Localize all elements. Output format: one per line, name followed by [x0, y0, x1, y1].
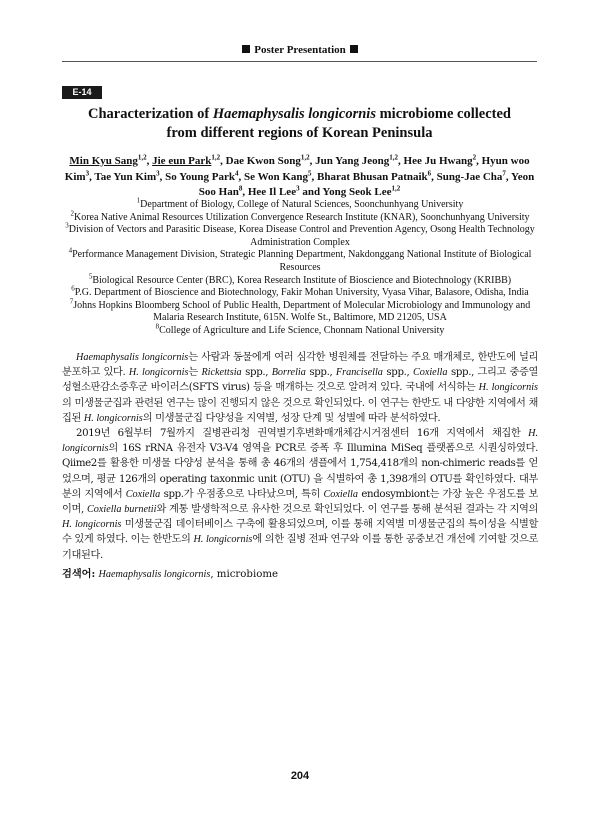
text-segment: 2019년 6월부터 7월까지 질병관리청 권역별기후변화매개체감시거점센터 16개 지역에서 채집한	[76, 428, 529, 440]
author-affiliation-mark: 1,2	[389, 153, 399, 162]
author-affiliation-mark: 4	[235, 168, 239, 177]
text-segment: spp.,	[241, 367, 272, 379]
affiliation-number: 1	[136, 196, 141, 205]
keywords	[62, 567, 538, 582]
affiliation-number: 5	[88, 272, 93, 281]
author-name: Hee Il Lee	[247, 186, 297, 198]
affiliation-text: College of Agriculture and Life Science, Chonnam National University	[159, 324, 445, 336]
affiliation-text: Korea Native Animal Resources Utilization Convergence Research Institute (KNAR), Soonchunhyang University	[73, 211, 530, 223]
author-affiliation-mark: 2	[472, 153, 477, 162]
text-segment: 와 계통 발생학적으로 유사한 것으로 확인되었다. 이 연구를 통해 분석된 결과는 각 지역의	[156, 504, 538, 516]
keywords-text	[95, 569, 278, 580]
affiliation-text: P.G. Department of Bioscience and Biotechnology, Fakir Mohan University, Vyasa Vihar, Balasore, Odisha, India	[74, 287, 529, 299]
affiliation-item	[58, 284, 542, 300]
text-segment: 는 사람과 동물에게 여러 심각한 병원체를 전달하는 주요 매개체로, 한반도에 널리 분포하고 있다.	[62, 352, 538, 379]
paper-title	[62, 105, 537, 143]
square-bullet-icon	[242, 45, 250, 53]
title-text: Characterization of	[87, 106, 213, 122]
author-name: Se Won Kang	[244, 170, 309, 183]
italic-term: Borrelia	[271, 367, 306, 379]
affiliation-number: 7	[69, 297, 74, 306]
author-name: Yong Seok Lee	[322, 186, 392, 198]
italic-term: Haemaphysalis longicornis	[76, 352, 189, 363]
affiliation-number: 4	[68, 247, 73, 256]
author-affiliation-mark: 6	[427, 168, 432, 177]
author-name: Hyun woo Kim	[64, 155, 530, 183]
affiliation-number: 8	[155, 322, 160, 331]
italic-term: Coxiella	[125, 488, 161, 500]
title-text-cont: microbiome collected	[375, 106, 511, 122]
affiliation-item	[58, 221, 542, 249]
italic-term: Coxiella	[323, 488, 358, 500]
italic-term: Haemaphysalis longicornis	[98, 569, 211, 580]
abstract-code-badge: E-14	[62, 86, 102, 99]
text-segment: 에 의한 질병 전파 연구와 이를 통한 공중보건 개선에 기여할 것으로 기대된다.	[62, 534, 538, 561]
italic-term: Rickettsia	[201, 367, 242, 379]
italic-term: H. longicornis	[193, 534, 253, 546]
affiliation-text: Department of Biology, College of Natural Sciences, Soonchunhyang University	[140, 199, 464, 210]
author-affiliation-mark: 3	[85, 168, 90, 177]
italic-term: H. longicornis	[62, 428, 538, 455]
italic-term: Francisella	[335, 367, 383, 379]
text-segment: 의 미생물군집과 관련된 연구는 많이 진행되지 않은 것으로 확인되었다. 이 연구는 한반도 내 다양한 지역에서 채집된	[62, 397, 538, 424]
text-segment: , microbiome	[210, 569, 279, 580]
author-name: Dae Kwon Song	[225, 155, 301, 167]
affiliation-number: 6	[71, 284, 75, 293]
abstract-paragraph-1	[62, 350, 538, 426]
affiliation-item	[58, 272, 542, 288]
author-list: Min Kyu Sang$^{1,2}$, Jie eun Park$^{1,2}$, Dae Kwon Song$^{1,2}$, Jun Yang Jeong$^{1,2}$, Hee Ju Hwang$^2$, Hyun woo Kim$^3$, Tae Yun Kim$^3$, So Young Park$^4$, Se Won Kang$^5$, Bharat Bhusan Patnaik$^6$, Sung-Jae Cha$^7$, Yeon Soo Han$^8$, Hee Il Lee$^3$ and Yong Seok Lee$^{1,2}$	[64, 153, 535, 198]
affiliation-item	[58, 209, 542, 225]
author-name: So Young Park	[165, 170, 236, 183]
italic-term: H. longicornis	[83, 412, 143, 424]
header-divider	[62, 61, 537, 62]
affiliation-item	[58, 196, 542, 212]
author-name: Bharat Bhusan Patnaik	[317, 170, 428, 183]
author-name: Tae Yun Kim	[94, 170, 157, 183]
section-header	[0, 43, 600, 57]
affiliation-item	[58, 297, 542, 325]
abstract-paragraph-2	[62, 426, 538, 563]
italic-term: H. longicornis	[478, 382, 538, 394]
author-affiliation-mark: 1,2	[300, 153, 310, 162]
italic-term: Coxiella	[412, 367, 448, 379]
text-segment: 는	[188, 367, 202, 379]
section-header-label: Poster Presentation	[254, 44, 346, 56]
affiliation-text: Johns Hopkins Bloomberg School of Public Health, Department of Molecular Microbiology and Immunology and Malaria Research Institute, 615N. Wolfe St., Baltimore, MD 21205, USA	[73, 299, 531, 324]
text-segment: spp., 그리고 중증열성혈소판감소증후군 바이러스(SFTS virus) 등을 매개하는 것으로 알려져 있다. 국내에 서식하는	[62, 367, 538, 394]
text-segment: endosymbiont는 가장 높은 우점도를 보이며,	[62, 488, 538, 516]
author-affiliation-mark: 3	[296, 184, 300, 193]
affiliation-number: 3	[65, 221, 69, 230]
italic-term: H. longicornis	[128, 367, 189, 379]
affiliation-item	[58, 322, 542, 338]
author-name: Jun Yang Jeong	[315, 155, 390, 167]
text-segment: spp.가 우점종으로 나타났으며, 특히	[160, 488, 324, 500]
author-affiliation-mark: 8	[238, 184, 243, 193]
author-name: Yeon Soo Han	[198, 170, 535, 198]
page-number: 204	[290, 770, 310, 782]
affiliation-list	[58, 196, 542, 338]
keywords-label: 검색어:	[62, 568, 96, 580]
affiliation-number: 2	[70, 209, 74, 218]
text-segment: 미생물군집 데이터베이스 구축에 활용되었으며, 이를 통해 지역별 미생물군집의 특이성을 식별할 수 있게 하였다. 이는 한반도의	[62, 519, 538, 546]
title-line-2: from different regions of Korean Peninsula	[166, 125, 433, 141]
author-name: Hee Ju Hwang	[403, 155, 473, 167]
author-name: Sung-Jae Cha	[436, 170, 503, 183]
author-affiliation-mark: 3	[156, 168, 160, 177]
author-name: Min Kyu Sang	[69, 155, 138, 167]
abstract-body	[62, 350, 538, 563]
title-species: Haemaphysalis longicornis	[212, 106, 376, 122]
text-segment: 의 16S rRNA 유전자 V3-V4 영역을 PCR로 증폭 후 Illumina MiSeq 플랫폼으로 시퀀싱하였다. Qiime2를 활용한 미생물 다양성 분석을 통해 총 46개의 샘플에서 1,754,418개의 non-chimeric reads를 얻었으며, 평균 126개의 operating taxonmic unit (OTU) 을 식별하여 총 1,398개의 OTU를 확인하였다. 대부분의 지역에서	[62, 443, 538, 500]
author-affiliation-mark: 1,2	[137, 153, 147, 162]
text-segment: 의 미생물군집 다양성을 지역별, 성장 단계 및 성별에 따라 분석하였다.	[142, 412, 441, 424]
italic-term: Coxiella burnetii	[86, 504, 157, 516]
affiliation-item	[58, 249, 542, 274]
text-segment: spp.,	[382, 367, 413, 379]
author-affiliation-mark: 1,2	[391, 184, 401, 193]
author-affiliation-mark: 7	[502, 168, 506, 177]
affiliation-text: Biological Resource Center (BRC), Korea Research Institute of Bioscience and Biotechnology (KRIBB)	[92, 274, 512, 286]
text-segment: spp.,	[305, 367, 336, 379]
affiliation-text: Division of Vectors and Parasitic Disease, Korea Disease Control and Prevention Agency, Osong Health Technology Administration Complex	[68, 224, 535, 248]
author-name: Jie eun Park	[152, 155, 212, 167]
author-affiliation-mark: 1,2	[211, 153, 221, 162]
affiliation-text: Performance Management Division, Strategic Planning Department, Nakdonggang National Institute of Biological Resources	[72, 249, 532, 273]
author-affiliation-mark: 5	[308, 168, 312, 177]
italic-term: H. longicornis	[62, 519, 122, 531]
square-bullet-icon	[350, 45, 358, 53]
